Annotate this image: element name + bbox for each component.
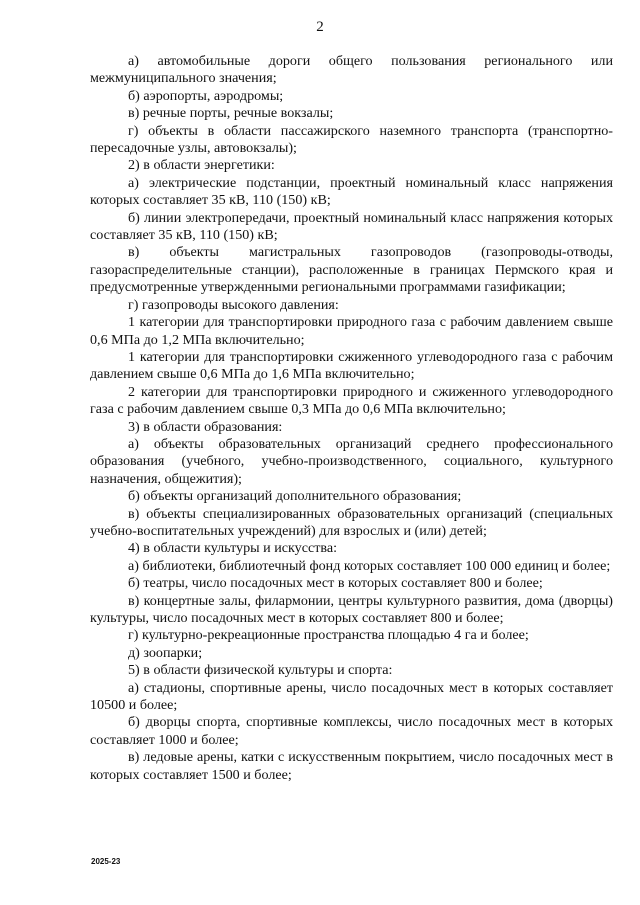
page-number: 2: [316, 19, 324, 35]
document-body: [90, 53, 613, 784]
paragraph: 2 категории для транспортировки природного и сжиженного углеводородного газа с рабочим давлением свыше 0,3 МПа до 0,6 МПа включительно;: [90, 383, 613, 418]
paragraph: 2) в области энергетики:: [128, 157, 275, 174]
paragraph: 1 категории для транспортировки сжиженного углеводородного газа с рабочим давлением свыше 0,6 МПа до 1,6 МПа включительно;: [90, 348, 613, 383]
paragraph: 3) в области образования:: [128, 418, 283, 435]
paragraph: б) объекты организаций дополнительного образования;: [128, 488, 462, 505]
paragraph: в) речные порты, речные вокзалы;: [128, 105, 334, 122]
paragraph: б) аэропорты, аэродромы;: [128, 87, 284, 104]
paragraph: а) автомобильные дороги общего пользования регионального или межмуниципального значения;: [90, 53, 613, 87]
paragraph: 5) в области физической культуры и спорта:: [128, 662, 393, 679]
paragraph: г) газопроводы высокого давления:: [128, 296, 339, 313]
paragraph: а) объекты образовательных организаций среднего профессионального образования (учебного, учебно-производственного, социального, культурного назначения, общежития);: [90, 435, 613, 487]
paragraph: в) концертные залы, филармонии, центры культурного развития, дома (дворцы) культуры, число посадочных мест в которых составляет 800 и более;: [90, 592, 613, 626]
paragraph: б) линии электропередачи, проектный номинальный класс напряжения которых составляет 35 кВ, 110 (150) кВ;: [90, 209, 613, 244]
paragraph: а) библиотеки, библиотечный фонд которых составляет 100 000 единиц и более;: [128, 557, 611, 574]
paragraph: б) дворцы спорта, спортивные комплексы, число посадочных мест в которых составляет 1000 и более;: [90, 714, 613, 748]
paragraph: в) объекты специализированных образовательных организаций (специальных учебно-воспитательных учреждений) для взрослых и (или) детей;: [90, 505, 613, 539]
paragraph: 1 категории для транспортировки природного газа с рабочим давлением свыше 0,6 МПа до 1,2 МПа включительно;: [90, 314, 613, 348]
paragraph: г) культурно-рекреационные пространства площадью 4 га и более;: [128, 627, 529, 644]
paragraph: а) стадионы, спортивные арены, число посадочных мест в которых составляет 10500 и более;: [90, 679, 613, 714]
paragraph: в) объекты магистральных газопроводов (газопроводы-отводы, газораспределительные станции), расположенные в границах Пермского края и предусмотренные утвержденными региональными программами газификации;: [90, 244, 613, 296]
document-code: 2025-23: [91, 857, 121, 866]
paragraph: а) электрические подстанции, проектный номинальный класс напряжения которых составляет 35 кВ, 110 (150) кВ;: [90, 174, 613, 209]
paragraph: в) ледовые арены, катки с искусственным покрытием, число посадочных мест в которых составляет 1500 и более;: [90, 749, 613, 783]
paragraph: д) зоопарки;: [128, 644, 203, 661]
paragraph: 4) в области культуры и искусства:: [128, 540, 338, 557]
paragraph: б) театры, число посадочных мест в которых составляет 800 и более;: [128, 575, 543, 592]
paragraph: г) объекты в области пассажирского наземного транспорта (транспортно-пересадочные узлы, автовокзалы);: [90, 122, 613, 157]
